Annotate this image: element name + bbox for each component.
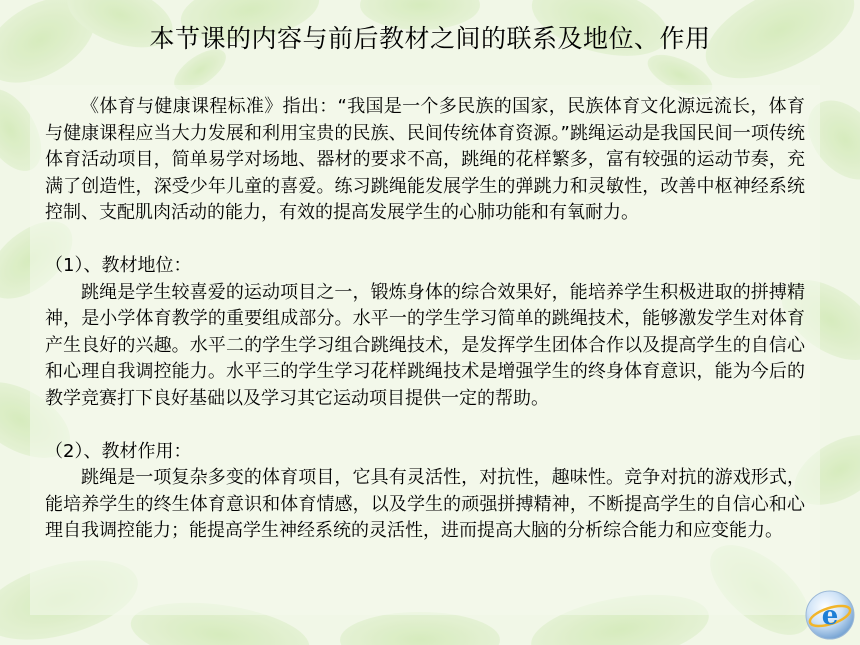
spacer [45, 227, 805, 253]
section-2-heading: （2）、教材作用： [45, 440, 192, 462]
spacer [45, 413, 805, 439]
svg-text:e: e [821, 601, 839, 631]
section-2-body: 跳绳是一项复杂多变的体育项目，它具有灵活性，对抗性，趣味性。竞争对抗的游戏形式，能培养学生的终生体育意识和体育情感，以及学生的顽强拼搏精神，不断提高学生的自信心和心理自我调控能力；能提高学生神经系统的灵活性，进而提高大脑的分析综合能力和应变能力。 [45, 467, 805, 542]
section-1-heading: （1）、教材地位： [45, 254, 192, 276]
page-title: 本节课的内容与前后教材之间的联系及地位、作用 [149, 24, 711, 53]
intro-paragraph: 《体育与健康课程标准》指出：“我国是一个多民族的国家，民族体育文化源远流长，体育与健康课程应当大力发展和利用宝贵的民族、民间传统体育资源。”跳绳运动是我国民间一项传统体育活动项目，简单易学对场地、器材的要求不高，跳绳的花样繁多，富有较强的运动节奏，充满了创造性，深受少年儿童的喜爱。练习跳绳能发展学生的弹跳力和灵敏性，改善中枢神经系统控制、支配肌肉活动的能力，有效的提高发展学生的心肺功能和有氧耐力。 [45, 96, 805, 224]
browser-e-icon[interactable] [804, 589, 856, 641]
section-1-body: 跳绳是学生较喜爱的运动项目之一，锻炼身体的综合效果好，能培养学生积极进取的拼搏精神，是小学体育教学的重要组成部分。水平一的学生学习简单的跳绳技术，能够激发学生对体育产生良好的兴趣。水平二的学生学习组合跳绳技术，是发挥学生团体合作以及提高学生的自信心和心理自我调控能力。水平三的学生学习花样跳绳技术是增强学生的终身体育意识，能为今后的教学竞赛打下良好基础以及学习其它运动项目提供一定的帮助。 [45, 281, 805, 409]
document-body [45, 94, 805, 545]
